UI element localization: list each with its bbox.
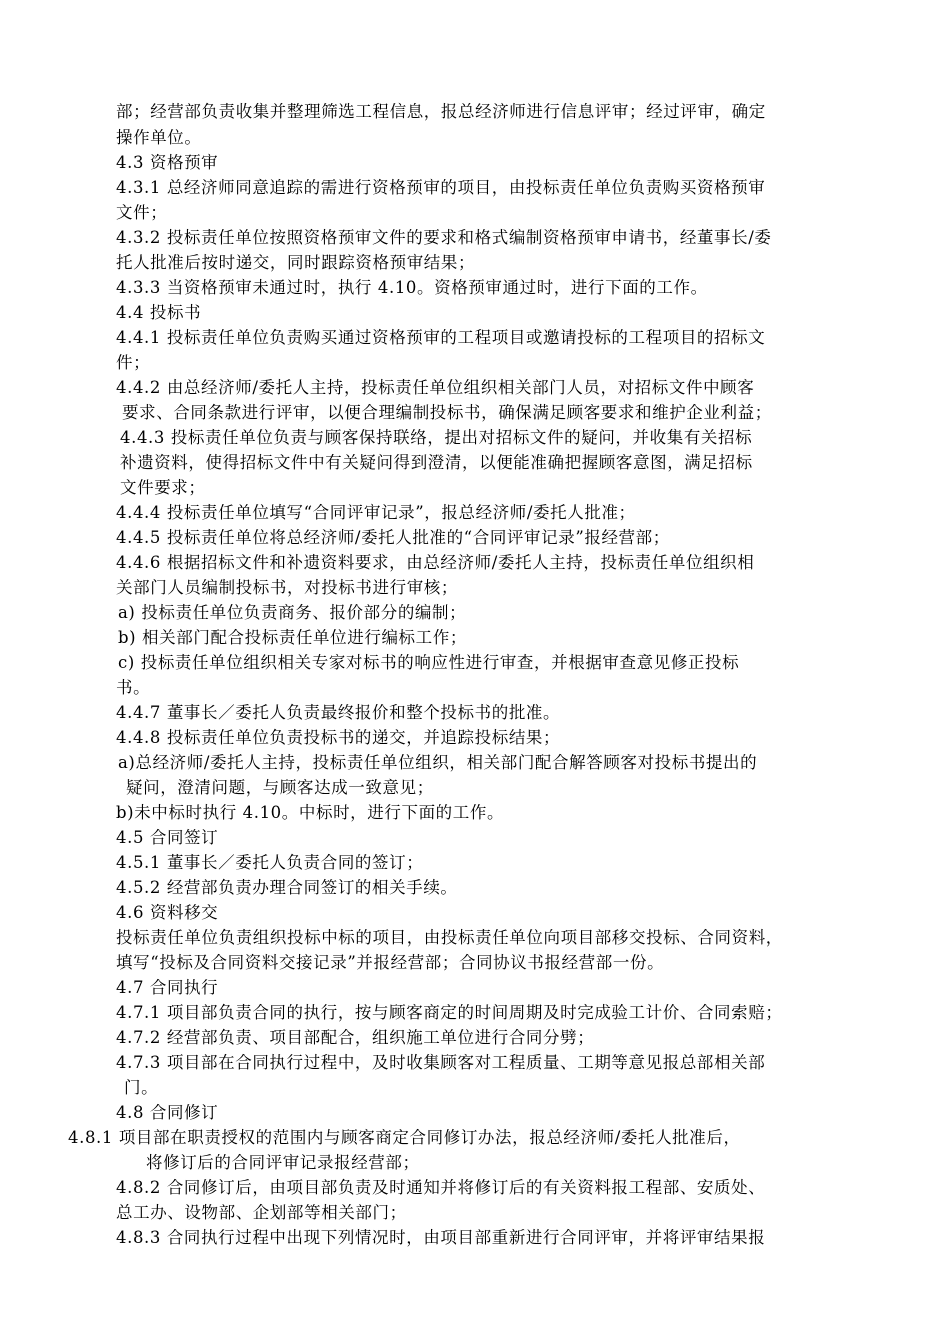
- section-heading: 4.3 资格预审: [116, 153, 219, 172]
- text-line: 4.3.3 当资格预审未通过时，执行 4.10。资格预审通过时，进行下面的工作。: [116, 278, 708, 297]
- text-line: 4.4.7 董事长／委托人负责最终报价和整个投标书的批准。: [116, 703, 561, 722]
- text-line: 4.5.1 董事长／委托人负责合同的签订；: [116, 853, 424, 872]
- list-item: b) 相关部门配合投标责任单位进行编标工作；: [118, 628, 467, 647]
- section-heading: 4.7 合同执行: [116, 978, 219, 997]
- text-line: 4.4.1 投标责任单位负责购买通过资格预审的工程项目或邀请投标的工程项目的招标文: [116, 328, 766, 347]
- text-line: 件；: [116, 353, 151, 372]
- list-item: a)总经济师/委托人主持，投标责任单位组织，相关部门配合解答顾客对投标书提出的: [118, 753, 758, 772]
- text-line: 总工办、设物部、企划部等相关部门；: [116, 1203, 407, 1222]
- text-line: 文件；: [116, 203, 168, 222]
- text-line: 要求、合同条款进行评审，以便合理编制投标书，确保满足顾客要求和维护企业利益；: [122, 403, 772, 422]
- text-line: 4.7.3 项目部在合同执行过程中，及时收集顾客对工程质量、工期等意见报总部相关部: [116, 1053, 766, 1072]
- text-line: 4.8.3 合同执行过程中出现下列情况时，由项目部重新进行合同评审，并将评审结果报: [116, 1228, 766, 1247]
- text-line: 4.4.5 投标责任单位将总经济师/委托人批准的“合同评审记录”报经营部；: [116, 528, 670, 547]
- text-line: 部；经营部负责收集并整理筛选工程信息，报总经济师进行信息评审；经过评审，确定: [116, 102, 766, 121]
- section-heading: 4.4 投标书: [116, 303, 202, 322]
- section-heading: 4.5 合同签订: [116, 828, 219, 847]
- text-line: 疑问，澄清问题，与顾客达成一致意见；: [126, 778, 434, 797]
- list-item: c) 投标责任单位组织相关专家对标书的响应性进行审查，并根据审查意见修正投标: [118, 653, 740, 672]
- text-line: 托人批准后按时递交，同时跟踪资格预审结果；: [116, 253, 476, 272]
- text-line: 补遗资料，使得招标文件中有关疑问得到澄清，以便能准确把握顾客意图，满足招标: [120, 453, 753, 472]
- text-line: 将修订后的合同评审记录报经营部；: [146, 1153, 420, 1172]
- text-line: 4.4.3 投标责任单位负责与顾客保持联络，提出对招标文件的疑问，并收集有关招标: [120, 428, 753, 447]
- text-line: 填写“投标及合同资料交接记录”并报经营部；合同协议书报经营部一份。: [116, 953, 665, 972]
- text-line: 投标责任单位负责组织投标中标的项目，由投标责任单位向项目部移交投标、合同资料，: [116, 928, 783, 947]
- text-line: 门。: [124, 1078, 159, 1097]
- text-line: 4.4.6 根据招标文件和补遗资料要求，由总经济师/委托人主持，投标责任单位组织相: [116, 553, 755, 572]
- text-line: 4.3.2 投标责任单位按照资格预审文件的要求和格式编制资格预审申请书，经董事长/委: [116, 228, 772, 247]
- list-item: b)未中标时执行 4.10。中标时，进行下面的工作。: [116, 803, 505, 822]
- text-line: 文件要求；: [120, 478, 206, 497]
- text-line: 4.4.2 由总经济师/委托人主持，投标责任单位组织相关部门人员，对招标文件中顾客: [116, 378, 755, 397]
- text-line: 4.3.1 总经济师同意追踪的需进行资格预审的项目，由投标责任单位负责购买资格预审: [116, 178, 766, 197]
- text-line: 4.4.8 投标责任单位负责投标书的递交，并追踪投标结果；: [116, 728, 561, 747]
- list-item: a) 投标责任单位负责商务、报价部分的编制；: [118, 603, 467, 622]
- section-heading: 4.8 合同修订: [116, 1103, 219, 1122]
- text-line: 4.8.2 合同修订后，由项目部负责及时通知并将修订后的有关资料报工程部、安质处、: [116, 1178, 766, 1197]
- text-line: 操作单位。: [116, 128, 202, 147]
- text-line: 关部门人员编制投标书，对投标书进行审核；: [116, 578, 458, 597]
- text-line: 4.8.1 项目部在职责授权的范围内与顾客商定合同修订办法，报总经济师/委托人批准后，: [68, 1128, 741, 1147]
- text-line: 4.7.1 项目部负责合同的执行，按与顾客商定的时间周期及时完成验工计价、合同索赔；: [116, 1003, 783, 1022]
- text-line: 书。: [116, 678, 151, 697]
- text-line: 4.7.2 经营部负责、项目部配合，组织施工单位进行合同分劈；: [116, 1028, 595, 1047]
- text-line: 4.4.4 投标责任单位填写“合同评审记录”，报总经济师/委托人批准；: [116, 503, 636, 522]
- section-heading: 4.6 资料移交: [116, 903, 219, 922]
- text-line: 4.5.2 经营部负责办理合同签订的相关手续。: [116, 878, 458, 897]
